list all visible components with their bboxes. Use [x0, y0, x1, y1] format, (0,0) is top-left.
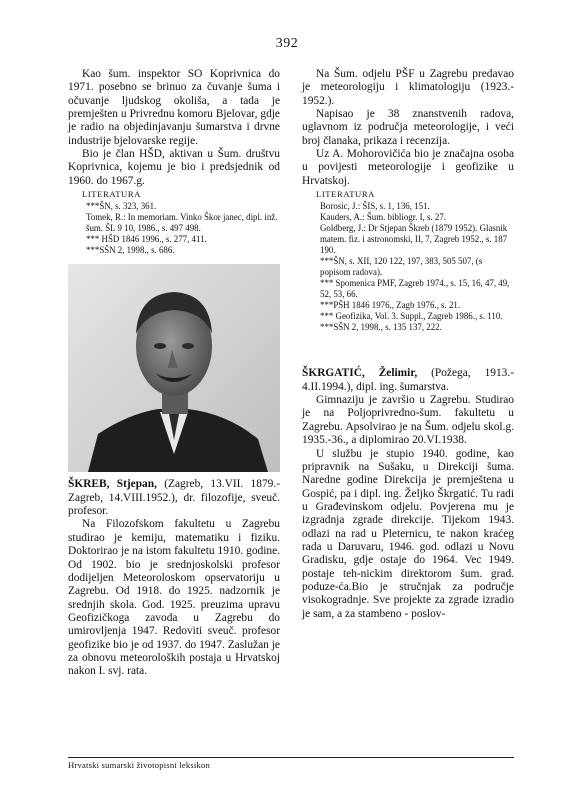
literature-item: ***ŠN, s. 323, 361.: [86, 201, 157, 212]
biography-name: ŠKREB, Stjepan,: [68, 478, 157, 491]
literature-item: ***PŠH 1846 1976., Zagb 1976., s. 21.: [320, 300, 461, 311]
page-number: 392: [275, 36, 299, 51]
paragraph: Bio je član HŠD, aktivan u Šum. društvu Koprivnica, kojemu je bio i predsjednik od 1960. do 1967.g.: [68, 148, 280, 187]
paragraph: Na Šum. odjelu PŠF u Zagrebu predavao je meteorologiju i klimatologiju (1923.- 1952.).: [302, 68, 514, 107]
literature-item: Borosic, J.: ŠIS, s. 1, 136, 151.: [320, 201, 430, 212]
paragraph: Na Filozofskom fakultetu u Zagrebu studirao je kemiju, matematiku i fiziku. Doktorirao je na istom fakultetu 1910. godine. Od 1902. bio je srednjoskolski profesor dodijeljen Meteoroloskom opservatoriju u Zagrebu. Od 1918. do 1925. nadzornik je srednjih skola. God. 1925. preuzima upravu Geofizičkoga zavoda u Zagrebu do umirovljenja 1947. Redoviti sveuč. profesor geofizike bio je od 1937. do 1947. Zaslužan je za obnovu meteoroloških postaja u Hrvatskoj nakon I. svj. rata.: [68, 518, 280, 678]
paragraph: Uz A. Mohorovičića bio je značajna osoba u povijesti meteorologije i geofizike u Hrvatskoj.: [302, 148, 514, 187]
literature-item: ***ŠN, s. XII, 120 122, 197, 383, 505 507, (s popisom radova).: [320, 256, 483, 278]
paragraph: Napisao je 38 znanstvenih radova, uglavnom iz područja meteorologije, i veći broj članaka, prikaza i recenzija.: [302, 108, 514, 147]
biography-dates: (Zagreb, 13.VII. 1879.- Zagreb, 14.VIII.1952.), dr. filozofije, sveuč. profesor.: [68, 478, 280, 518]
literature-item: *** Spomenica PMF, Zagreb 1974., s. 15, 16, 47, 49, 52, 53, 66.: [320, 278, 510, 300]
footer-text: Hrvatski sumarski životopisni leksikon: [68, 760, 210, 770]
literature-list: [68, 201, 280, 256]
portrait-photo: [68, 264, 280, 472]
paragraph: U službu je stupio 1940. godine, kao pripravnik na Sušaku, u Direkciji šuma. Naredne godine Direkcija je premještena u Gospić, pa i dipl. ing. Željko Škrgatić. Tu radi u Građevinskom odjelu. Povjerena mu je izgradnja zgrade direkcije. Tijekom 1943. odlazi na rad u Pleternicu, te nakon kraćeg rada u Daruvaru, 1946. god. odlazi u Novu Gradisku, gdje ostaje do 1964. Vec 1949. postaje teh-nickim direktorom šum. grad. poduze-ća.Bio je stručnjak za područje visokogradnje. Sve projekte za zgrade izradio je sam, a za stambeno - poslov-: [302, 447, 514, 620]
literature-heading: LITERATURA: [316, 189, 375, 200]
biography-header: [302, 367, 514, 394]
literature-item: Kauders, A.: Šum. bibliogr. I, s. 27.: [320, 212, 446, 223]
portrait-image: [68, 264, 280, 472]
literature-item: Goldberg, J.: Dr Stjepan Škreb (1879 1952). Glasnik matem. fiz. i astronomski, II, 7, Zagreb 1952., s. 187 190.: [320, 223, 508, 256]
literature-list: [302, 201, 514, 333]
biography-dates: (Požega, 1913.- 4.II.1994.), dipl. ing. šumarstva.: [302, 367, 514, 393]
left-column: [68, 68, 280, 679]
biography-name: ŠKRGATIĆ, Želimir,: [302, 367, 418, 380]
literature-item: ***SŠN 2, 1998., s. 686.: [86, 245, 175, 256]
literature-item: *** HŠD 1846 1996., s. 277, 411.: [86, 234, 207, 245]
paragraph: Kao šum. inspektor SO Koprivnica do 1971. posebno se brinuo za čuvanje šuma i očuvanje ljudskog okoliša, a tada je premješten u Privrednu komoru Bjelovar, gdje je radio na objedinjavanju šumarstva i drvne industrije bjelovarske regije.: [68, 68, 280, 147]
literature-item: Tomek, R.: In memoriam. Vinko Škor janec, dipl. inž. šum. ŠL 9 10, 1986., s. 497 498.: [86, 212, 278, 234]
biography-header: [68, 478, 280, 518]
literature-heading: LITERATURA: [82, 189, 141, 200]
right-column: [302, 68, 514, 621]
footer-rule: [68, 757, 514, 758]
paragraph: Gimnaziju je završio u Zagrebu. Studirao je na Poljoprivredno-šum. fakultetu u Zagrebu. Apsolvirao je na Šum. odjelu skol.g. 1935.-36., a diplomirao 20.VI.1938.: [302, 394, 514, 447]
literature-item: ***SŠN 2, 1998., s. 135 137, 222.: [320, 322, 442, 333]
literature-item: *** Geofizika, Vol. 3. Suppl., Zagreb 1986., s. 110.: [320, 311, 503, 322]
